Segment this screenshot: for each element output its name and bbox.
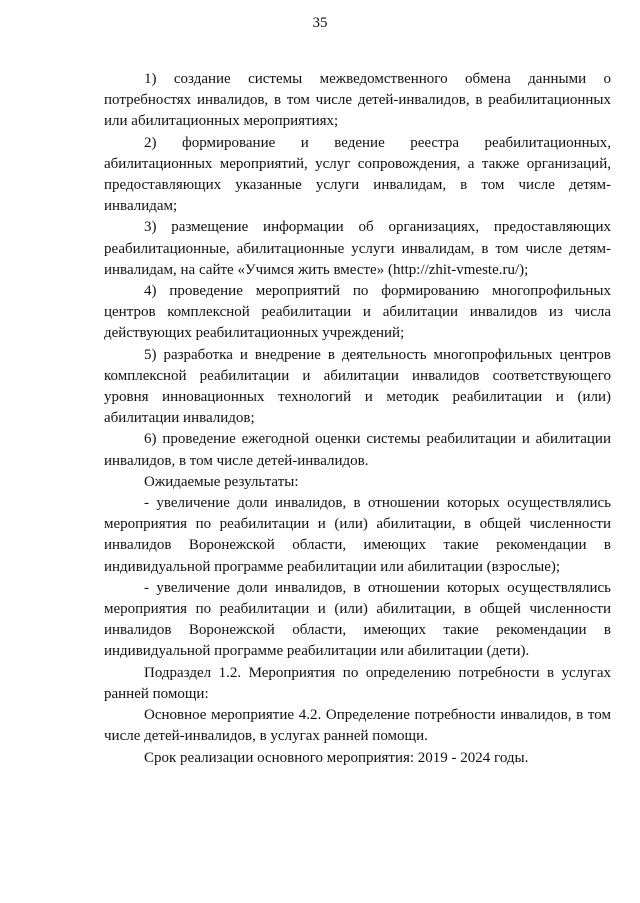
paragraph-item-3: 3) размещение информации об организациях, предоставляющих реабилитационные, абилитационные услуги инвалидам, в том числе детям-инвалидам, на сайте «Учимся жить вместе» (http://zhit-vmeste.ru/); [104, 219, 611, 278]
document-body [104, 69, 611, 769]
paragraph-item-4: 4) проведение мероприятий по формированию многопрофильных центров комплексной реабилитации и абилитации инвалидов из числа действующих реабилитационных учреждений; [104, 283, 611, 342]
paragraph-item-1: 1) создание системы межведомственного обмена данными о потребностях инвалидов, в том числе детей-инвалидов, в реабилитационных или абилитационных мероприятиях; [104, 71, 611, 130]
implementation-period: Срок реализации основного мероприятия: 2019 - 2024 годы. [144, 749, 529, 766]
subsection-heading: Подраздел 1.2. Мероприятия по определению потребности в услугах ранней помощи: [104, 664, 611, 702]
paragraph-item-2: 2) формирование и ведение реестра реабилитационных, абилитационных мероприятий, услуг сопровождения, а также организаций, предоставляющих указанные услуги инвалидам, в том числе детям-инвалидам; [104, 134, 611, 215]
page-number: 35 [312, 15, 328, 31]
expected-results-heading: Ожидаемые результаты: [144, 473, 299, 490]
expected-result-children: - увеличение доли инвалидов, в отношении которых осуществлялись мероприятия по реабилитации и (или) абилитации, в общей численности инвалидов Воронежской области, имеющих такие рекомендации в индивидуальной программе реабилитации или абилитации (дети). [104, 579, 611, 660]
paragraph-item-5: 5) разработка и внедрение в деятельность многопрофильных центров комплексной реабилитации и абилитации инвалидов соответствующего уровня инновационных технологий и методик реабилитации и (или) абилитации инвалидов; [104, 346, 611, 427]
paragraph-item-6: 6) проведение ежегодной оценки системы реабилитации и абилитации инвалидов, в том числе детей-инвалидов. [104, 431, 611, 469]
expected-result-adults: - увеличение доли инвалидов, в отношении которых осуществлялись мероприятия по реабилитации и (или) абилитации, в общей численности инвалидов Воронежской области, имеющих такие рекомендации в индивидуальной программе реабилитации или абилитации (взрослые); [104, 495, 611, 575]
main-activity: Основное мероприятие 4.2. Определение потребности инвалидов, в том числе детей-инвалидов, в услугах ранней помощи. [104, 707, 611, 745]
